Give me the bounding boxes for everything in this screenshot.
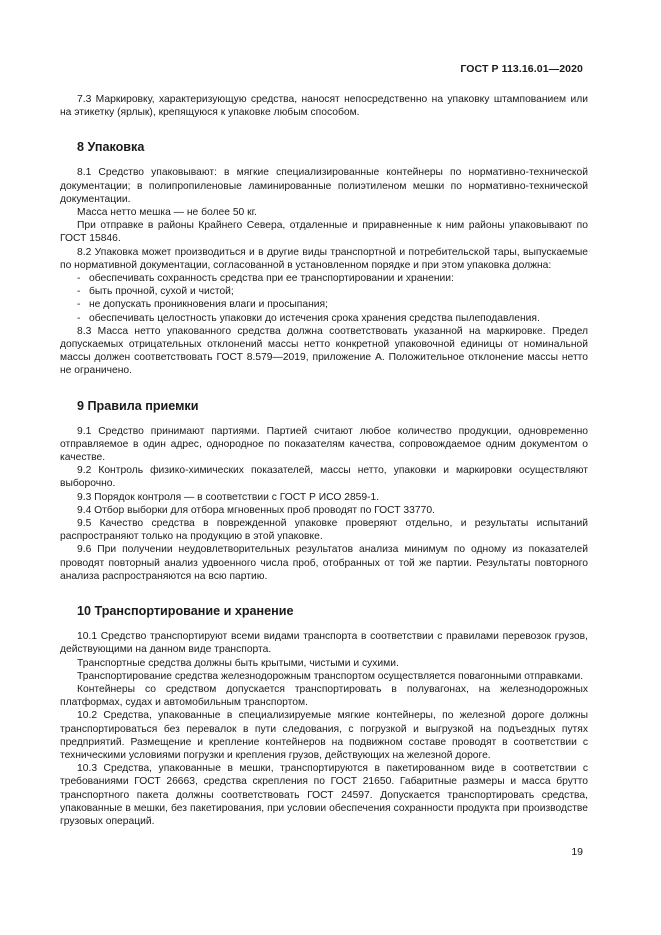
paragraph-9-1: 9.1 Средство принимают партиями. Партией считают любое количество продукции, одновременно отправляемое в один адрес, однородное по показателям качества, сопровождаемое одним документом о качестве. bbox=[60, 425, 588, 464]
list-item: - быть прочной, сухой и чистой; bbox=[77, 286, 234, 298]
page-number: 19 bbox=[571, 846, 583, 858]
document-id: ГОСТ Р 113.16.01—2020 bbox=[460, 63, 583, 75]
paragraph-9-2: 9.2 Контроль физико-химических показателей, массы нетто, упаковки и маркировки осуществляют выборочно. bbox=[60, 465, 588, 490]
paragraph-8-2: 8.2 Упаковка может производиться и в другие виды транспортной и потребительской тары, выпускаемые по нормативной документации, согласованной в установленном порядке и при этом упаковка должна: bbox=[60, 246, 588, 271]
section-10-title: 10 Транспортирование и хранение bbox=[77, 604, 294, 619]
paragraph-9-3: 9.3 Порядок контроля — в соответствии с ГОСТ Р ИСО 2859-1. bbox=[77, 491, 380, 503]
paragraph-10-1: 10.1 Средство транспортируют всеми видами транспорта в соответствии с правилами перевозок грузов, действующими на данном виде транспорта. bbox=[60, 631, 588, 656]
list-item: - обеспечивать целостность упаковки до истечения срока хранения средства пылеподавления. bbox=[77, 312, 540, 324]
paragraph-8-3: 8.3 Масса нетто упакованного средства должна соответствовать указанной на маркировке. Предел допускаемых отрицательных отклонений массы нетто конкретной упаковочной единицы от номинальной массы должен соответствовать ГОСТ 8.579—2019, приложение А. Положительное отклонение массы нетто не ограничено. bbox=[60, 325, 588, 377]
list-item: - обеспечивать сохранность средства при ее транспортировании и хранении: bbox=[77, 273, 454, 285]
paragraph-9-4: 9.4 Отбор выборки для отбора мгновенных проб проводят по ГОСТ 33770. bbox=[77, 504, 435, 516]
list-item: - не допускать проникновения влаги и просыпания; bbox=[77, 299, 328, 311]
paragraph-8-1-mass: Масса нетто мешка — не более 50 кг. bbox=[77, 207, 257, 219]
page-content bbox=[60, 93, 588, 828]
paragraph-10-1-vehicles: Транспортные средства должны быть крытыми, чистыми и сухими. bbox=[77, 657, 399, 669]
paragraph-8-1: 8.1 Средство упаковывают: в мягкие специализированные контейнеры по нормативно-технической документации; в полипропиленовые ламинированные полиэтиленом мешки по нормативно-технической документации. bbox=[60, 167, 588, 205]
paragraph-10-1-containers: Контейнеры со средством допускается транспортировать в полувагонах, на железнодорожных платформах, судах и автомобильным транспортом. bbox=[60, 683, 588, 709]
section-8-title: 8 Упаковка bbox=[77, 140, 145, 155]
paragraph-10-2: 10.2 Средства, упакованные в специализируемые мягкие контейнеры, по железной дороге должны транспортироваться без перевалок в пути следования, с погрузкой и выгрузкой на подъездных путях предприятий. Размещение и крепление контейнеров на подвижном составе проводят в соответствии с техническими условиями погрузки и крепления грузов, действующих на железной дороге. bbox=[60, 710, 588, 761]
paragraph-8-1-north: При отправке в районы Крайнего Севера, отдаленные и приравненные к ним районы упаковывают по ГОСТ 15846. bbox=[60, 220, 588, 245]
paragraph-7-3: 7.3 Маркировку, характеризующую средства, наносят непосредственно на упаковку штампованием или на этикетку (ярлык), крепящуюся к упаковке любым способом. bbox=[60, 94, 588, 119]
paragraph-10-3: 10.3 Средства, упакованные в мешки, транспортируются в пакетированном виде в соответствии с требованиями ГОСТ 26663, средства скрепления по ГОСТ 21650. Габаритные размеры и масса брутто транспортного пакета должны соответствовать ГОСТ 24597. Допускается транспортировать средства, упакованные в мешки, без пакетирования, при условии обеспечения сохранности продукта при производстве грузовых операций. bbox=[60, 763, 588, 827]
paragraph-9-5: 9.5 Качество средства в поврежденной упаковке проверяют отдельно, и результаты испытаний распространяют только на продукцию в этой упаковке. bbox=[60, 518, 588, 543]
paragraph-9-6: 9.6 При получении неудовлетворительных результатов анализа минимум по одному из показателей проводят повторный анализ удвоенного числа проб, отобранных от той же партии. Результаты повторного анализа распространяются на всю партию. bbox=[60, 544, 588, 582]
section-9-title: 9 Правила приемки bbox=[77, 398, 199, 413]
paragraph-10-1-rail: Транспортирование средства железнодорожным транспортом осуществляется повагонными отправками. bbox=[77, 670, 584, 682]
